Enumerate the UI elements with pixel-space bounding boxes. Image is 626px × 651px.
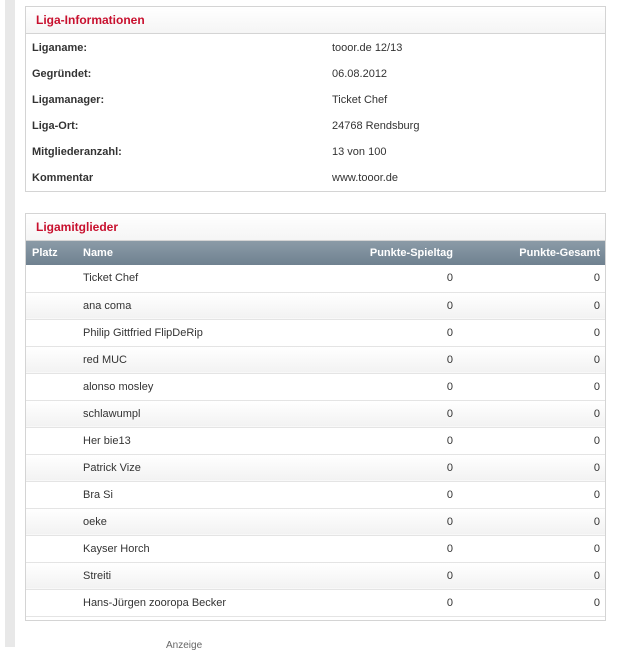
info-value: tooor.de 12/13 <box>332 42 403 54</box>
cell-name[interactable]: Bra Si <box>78 481 313 508</box>
cell-punkte-spieltag: 0 <box>313 400 459 427</box>
cell-name[interactable]: oeke <box>78 508 313 535</box>
table-row <box>26 400 605 427</box>
cell-platz <box>26 427 78 454</box>
cell-platz <box>26 535 78 562</box>
table-row <box>26 373 605 400</box>
liga-info-panel <box>25 6 606 192</box>
liga-info-title: Liga-Informationen <box>26 7 605 34</box>
cell-name[interactable]: Patrick Vize <box>78 454 313 481</box>
cell-punkte-gesamt: 0 <box>459 319 605 346</box>
cell-platz <box>26 454 78 481</box>
cell-punkte-spieltag: 0 <box>313 589 459 616</box>
cell-punkte-gesamt: 0 <box>459 481 605 508</box>
cell-punkte-spieltag: 0 <box>313 454 459 481</box>
info-label: Kommentar <box>32 172 94 184</box>
info-row-liganame <box>26 35 605 61</box>
info-value: Ticket Chef <box>332 94 388 106</box>
cell-platz <box>26 562 78 589</box>
cell-platz <box>26 319 78 346</box>
cell-name[interactable]: Her bie13 <box>78 427 313 454</box>
cell-punkte-spieltag: 0 <box>313 508 459 535</box>
cell-platz <box>26 292 78 319</box>
cell-platz <box>26 400 78 427</box>
info-label: Liga-Ort: <box>32 120 79 132</box>
cell-punkte-gesamt: 0 <box>459 562 605 589</box>
table-row <box>26 319 605 346</box>
left-sidebar-rule <box>5 0 15 647</box>
table-row <box>26 535 605 562</box>
cell-punkte-gesamt: 0 <box>459 427 605 454</box>
info-value: 24768 Rendsburg <box>332 120 420 132</box>
table-row <box>26 454 605 481</box>
cell-punkte-gesamt: 0 <box>459 265 605 292</box>
members-table <box>26 241 605 617</box>
column-header-platz[interactable]: Platz <box>32 247 58 259</box>
cell-platz <box>26 589 78 616</box>
info-row-mitgliederanzahl <box>26 139 605 165</box>
cell-name[interactable]: schlawumpl <box>78 400 313 427</box>
info-row-liga-ort <box>26 113 605 139</box>
column-header-punkte-spieltag[interactable]: Punkte-Spieltag <box>369 247 453 259</box>
cell-punkte-spieltag: 0 <box>313 292 459 319</box>
cell-punkte-gesamt: 0 <box>459 508 605 535</box>
table-row <box>26 265 605 292</box>
cell-platz <box>26 346 78 373</box>
cell-punkte-spieltag: 0 <box>313 265 459 292</box>
cell-punkte-spieltag: 0 <box>313 373 459 400</box>
cell-name[interactable]: ana coma <box>78 292 313 319</box>
ad-label: Anzeige <box>166 640 203 651</box>
cell-punkte-gesamt: 0 <box>459 400 605 427</box>
cell-platz <box>26 481 78 508</box>
cell-punkte-gesamt: 0 <box>459 589 605 616</box>
column-header-punkte-gesamt[interactable]: Punkte-Gesamt <box>519 247 600 259</box>
cell-punkte-spieltag: 0 <box>313 319 459 346</box>
members-panel <box>25 213 606 621</box>
info-row-kommentar <box>26 165 605 191</box>
cell-name[interactable]: Streiti <box>78 562 313 589</box>
cell-punkte-spieltag: 0 <box>313 427 459 454</box>
table-row <box>26 292 605 319</box>
info-value: www.tooor.de <box>332 172 399 184</box>
table-row <box>26 508 605 535</box>
cell-punkte-spieltag: 0 <box>313 562 459 589</box>
cell-name[interactable]: red MUC <box>78 346 313 373</box>
cell-name[interactable]: alonso mosley <box>78 373 313 400</box>
cell-punkte-gesamt: 0 <box>459 292 605 319</box>
info-label: Ligamanager: <box>32 94 105 106</box>
cell-name[interactable]: Kayser Horch <box>78 535 313 562</box>
table-row <box>26 562 605 589</box>
cell-name[interactable]: Philip Gittfried FlipDeRip <box>78 319 313 346</box>
table-row <box>26 346 605 373</box>
members-title: Ligamitglieder <box>26 214 605 241</box>
cell-punkte-gesamt: 0 <box>459 535 605 562</box>
table-row <box>26 427 605 454</box>
cell-punkte-spieltag: 0 <box>313 535 459 562</box>
table-header-row <box>26 241 605 265</box>
cell-platz <box>26 373 78 400</box>
info-value: 13 von 100 <box>332 146 387 158</box>
cell-platz <box>26 265 78 292</box>
cell-name[interactable]: Hans-Jürgen zooropa Becker <box>78 589 313 616</box>
table-row <box>26 481 605 508</box>
info-row-gegruendet <box>26 61 605 87</box>
cell-punkte-gesamt: 0 <box>459 454 605 481</box>
cell-punkte-spieltag: 0 <box>313 346 459 373</box>
info-value: 06.08.2012 <box>332 68 388 80</box>
info-label: Gegründet: <box>32 68 92 80</box>
cell-punkte-spieltag: 0 <box>313 481 459 508</box>
info-row-ligamanager <box>26 87 605 113</box>
info-label: Liganame: <box>32 42 88 54</box>
cell-platz <box>26 508 78 535</box>
table-row <box>26 589 605 616</box>
cell-punkte-gesamt: 0 <box>459 373 605 400</box>
cell-name[interactable]: Ticket Chef <box>78 265 313 292</box>
cell-punkte-gesamt: 0 <box>459 346 605 373</box>
column-header-name[interactable]: Name <box>83 247 113 259</box>
info-label: Mitgliederanzahl: <box>32 146 122 158</box>
